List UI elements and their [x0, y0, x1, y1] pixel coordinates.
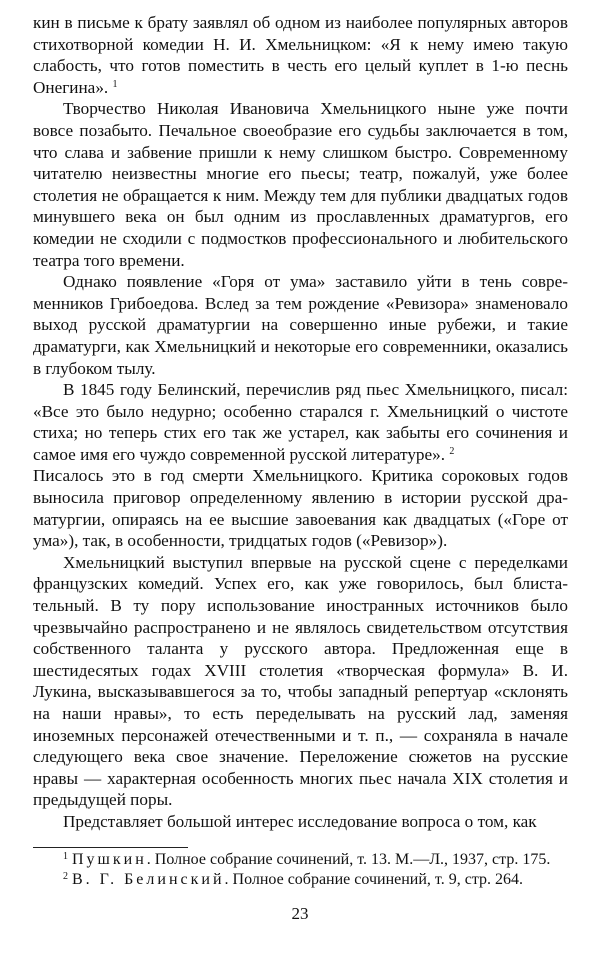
footnote-1-author: Пушкин: [72, 850, 147, 868]
paragraph-5: Писалось это в год смерти Хмельницкого. Критика сороковых годов выносила приговор определенному явлению в истории русской драматургии, опираясь на ее высшие завоевания как двадцатых («Горе от ума»), так, в особенности, тридцатых годов («Ревизор»).: [33, 466, 568, 551]
footnote-ref-1: 1: [112, 78, 118, 90]
footnote-2-text: . Полное собрание сочинений, т. 9, стр. 264.: [224, 870, 523, 888]
paragraph-3: Однако появление «Горя от ума» заставило уйти в тень современников Грибоедова. Вслед за тем рождение «Ревизора» знаменовало выход русской драматургии на совершенно иные рубежи, и такие драматурги, как Хмельницкий и некоторые его современники, оказались в глубоком тылу.: [33, 272, 568, 378]
footnote-2: $^2$ В. Г. Белинский. Полное собрание сочинений, т. 9, стр. 264.: [63, 870, 523, 888]
paragraph-6: Хмельницкий выступил впервые на русской сцене с переделками французских комедий. Успех его, как уже говорилось, был блистательный. В ту пору использование иностранных источников было чрезвычайно распространено и не являлось свидетельством отсутствия собственного таланта у русского автора. Предложенная еще в шестидесятых годах XVIII столетия «творческая формула» В. И. Лукина, высказывавшегося за то, чтобы западный репертуар «склонять на наши нравы», то есть переделывать на русский лад, заменяя иноземных персонажей отечественными и т. п., — сохраняла в начале следующего века свое значение. Переложение сюжетов на русские нравы — характерная особенность многих пьес начала XIX столетия и предыдущей поры.: [33, 552, 568, 810]
footnote-1-text: . Полное собрание сочинений, т. 13. М.—Л., 1937, стр. 175.: [146, 850, 551, 868]
footnote-2-author: В. Г. Белинский: [72, 870, 225, 888]
footnote-divider: [33, 847, 188, 848]
paragraph-7: Представляет большой интерес исследование вопроса о том, как: [63, 811, 537, 831]
footnote-1: $^1$ Пушкин. Полное собрание сочинений, т. 13. М.—Л., 1937, стр. 175.: [63, 850, 551, 868]
paragraph-4: В 1845 году Белинский, перечислив ряд пьес Хмельницкого, писал: «Все это было недурно; особенно старался г. Хмельницкий о чистоте стиха; но теперь стих его так же устарел, как забыты его сочинения и самое имя его чуждо современной русской литературе». $^2$: [33, 380, 568, 464]
footnotes: [33, 850, 568, 890]
paragraph-2: Творчество Николая Ивановича Хмельницкого ныне уже почти вовсе позабыто. Печальное своеобразие его судьбы заключается в том, что слава и забвение пришли к нему слишком быстро. Современному читателю неизвестны многие его пьесы; театр, пожалуй, уже более столетия не обращается к ним. Между тем для публики двадцатых годов минувшего века он был одним из прославленных драматургов, его комедии не сходили с подмостков профессионального и любительского театра того времени.: [33, 99, 568, 270]
page-number: 23: [291, 904, 309, 923]
footnote-ref-2: 2: [449, 445, 455, 457]
main-text: [33, 12, 568, 833]
paragraph-1: кин в письме к брату заявлял об одном из наиболее популярных авторов стихотворной комедии Н. И. Хмельницком: «Я к нему имею такую слабость, что готов поместить в честь его целый куплет в 1-ю песнь Онегина». $^1$: [33, 13, 568, 97]
